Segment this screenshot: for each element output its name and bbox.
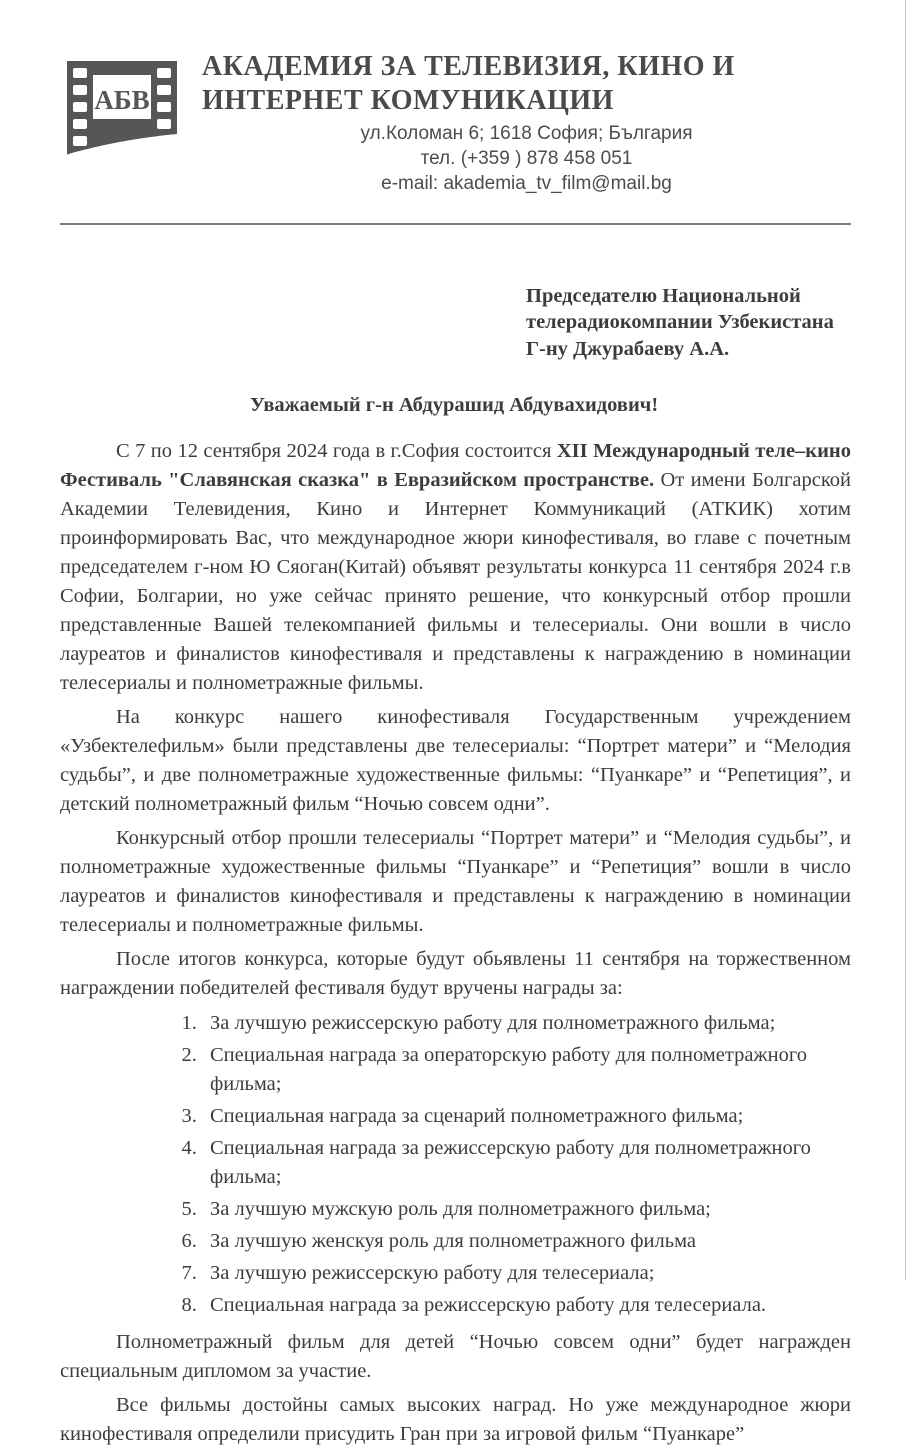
paragraph-3: Конкурсный отбор прошли телесериалы “Портрет матери” и “Мелодия судьбы”, и полнометражные художественные фильмы “Пуанкаре” и “Репетиция” вошли в число лауреатов и финалистов кинофестиваля и представлены к награждению в номинации телесериалы и полнометражные фильмы. [60,827,851,937]
award-item: 3. Специальная награда за сценарий полнометражного фильма; [202,1102,851,1131]
film-strip-icon [60,56,184,160]
awards-list [60,1009,851,1320]
paragraph-1-festival-name: XII Международный теле–кино Фестиваль "Славянская сказка" в Евразийском пространстве. [60,440,851,492]
award-item: 8. Специальная награда за режиссерскую работу для телесериала. [202,1291,851,1320]
org-contact [202,121,851,196]
org-address: ул.Коломан 6; 1618 София; България [360,123,693,145]
paragraph-1-lead: С 7 по 12 сентября 2024 года в г.София состоится [116,440,557,463]
recipient-line2: телерадиокомпании Узбекистана [526,311,834,334]
award-item: 5. За лучшую мужскую роль для полнометражного фильма; [202,1195,851,1224]
paragraph-5: Полнометражный фильм для детей “Ночью совсем одни” будет награжден специальным дипломом за участие. [60,1331,851,1383]
logo-text: АБВ [94,85,150,115]
recipient-line1: Председателю Национальной [526,284,801,307]
org-logo [60,50,192,165]
org-email: e-mail: akademia_tv_film@mail.bg [381,173,672,195]
paragraph-1-rest: От имени Болгарской Академии Телевидения, Кино и Интернет Коммуникаций (АТКИК) хотим проинформировать Вас, что международное жюри кинофестиваля, во главе с почетным председателем г-ном Ю Сяоган(Китай) объявят результаты конкурса 11 сентября 2024 г.в Софии, Болгарии, но уже сейчас принято решение, что конкурсный отбор прошли представленные Вашей телекомпанией фильмы и телесериалы. Они вошли в число лауреатов и финалистов кинофестиваля и представлены к награждению в номинации телесериалы и полнометражные фильмы. [60,469,851,695]
recipient-block [526,283,851,363]
award-item: 4. Специальная награда за режиссерскую работу для полнометражного фильма; [202,1134,851,1192]
org-name-line2: ИНТЕРНЕТ КОМУНИКАЦИИ [202,85,614,117]
award-item: 6. За лучшую женскуя роль для полнометражного фильма [202,1227,851,1256]
paragraph-6: Все фильмы достойны самых высоких наград. Но уже международное жюри кинофестиваля определили присудить Гран при за игровой фильм “Пуанкаре” [60,1394,851,1446]
award-item: 1. За лучшую режиссерскую работу для полнометражного фильма; [202,1009,851,1038]
org-name [202,50,851,118]
org-phone: тел. (+359 ) 878 458 051 [420,148,633,170]
letter-body [60,437,851,1449]
award-item: 7. За лучшую режиссерскую работу для телесериала; [202,1259,851,1288]
org-name-line1: АКАДЕМИЯ ЗА ТЕЛЕВИЗИЯ, КИНО И [202,51,735,82]
paragraph-4: После итогов конкурса, которые будут обьявлены 11 сентября на торжественном награждении победителей фестиваля будут вручены награды за: [60,948,851,1000]
recipient-line3: Г-ну Джурабаеву А.А. [526,337,730,360]
scan-edge-artifact [905,0,906,1280]
letterhead [60,50,851,197]
award-item: 2. Специальная награда за операторскую работу для полнометражного фильма; [202,1041,851,1099]
letterhead-divider [60,223,851,225]
paragraph-1 [60,437,851,698]
letterhead-text [192,50,851,197]
paragraph-2: На конкурс нашего кинофестиваля Государственным учреждением «Узбектелефильм» были представлены две телесериалы: “Портрет матери” и “Мелодия судьбы”, и две полнометражные художественные фильмы: “Пуанкаре” и “Репетиция”, и детский полнометражный фильм “Ночью совсем одни”. [60,706,851,816]
salutation: Уважаемый г-н Абдурашид Абдувахидович! [250,394,659,417]
